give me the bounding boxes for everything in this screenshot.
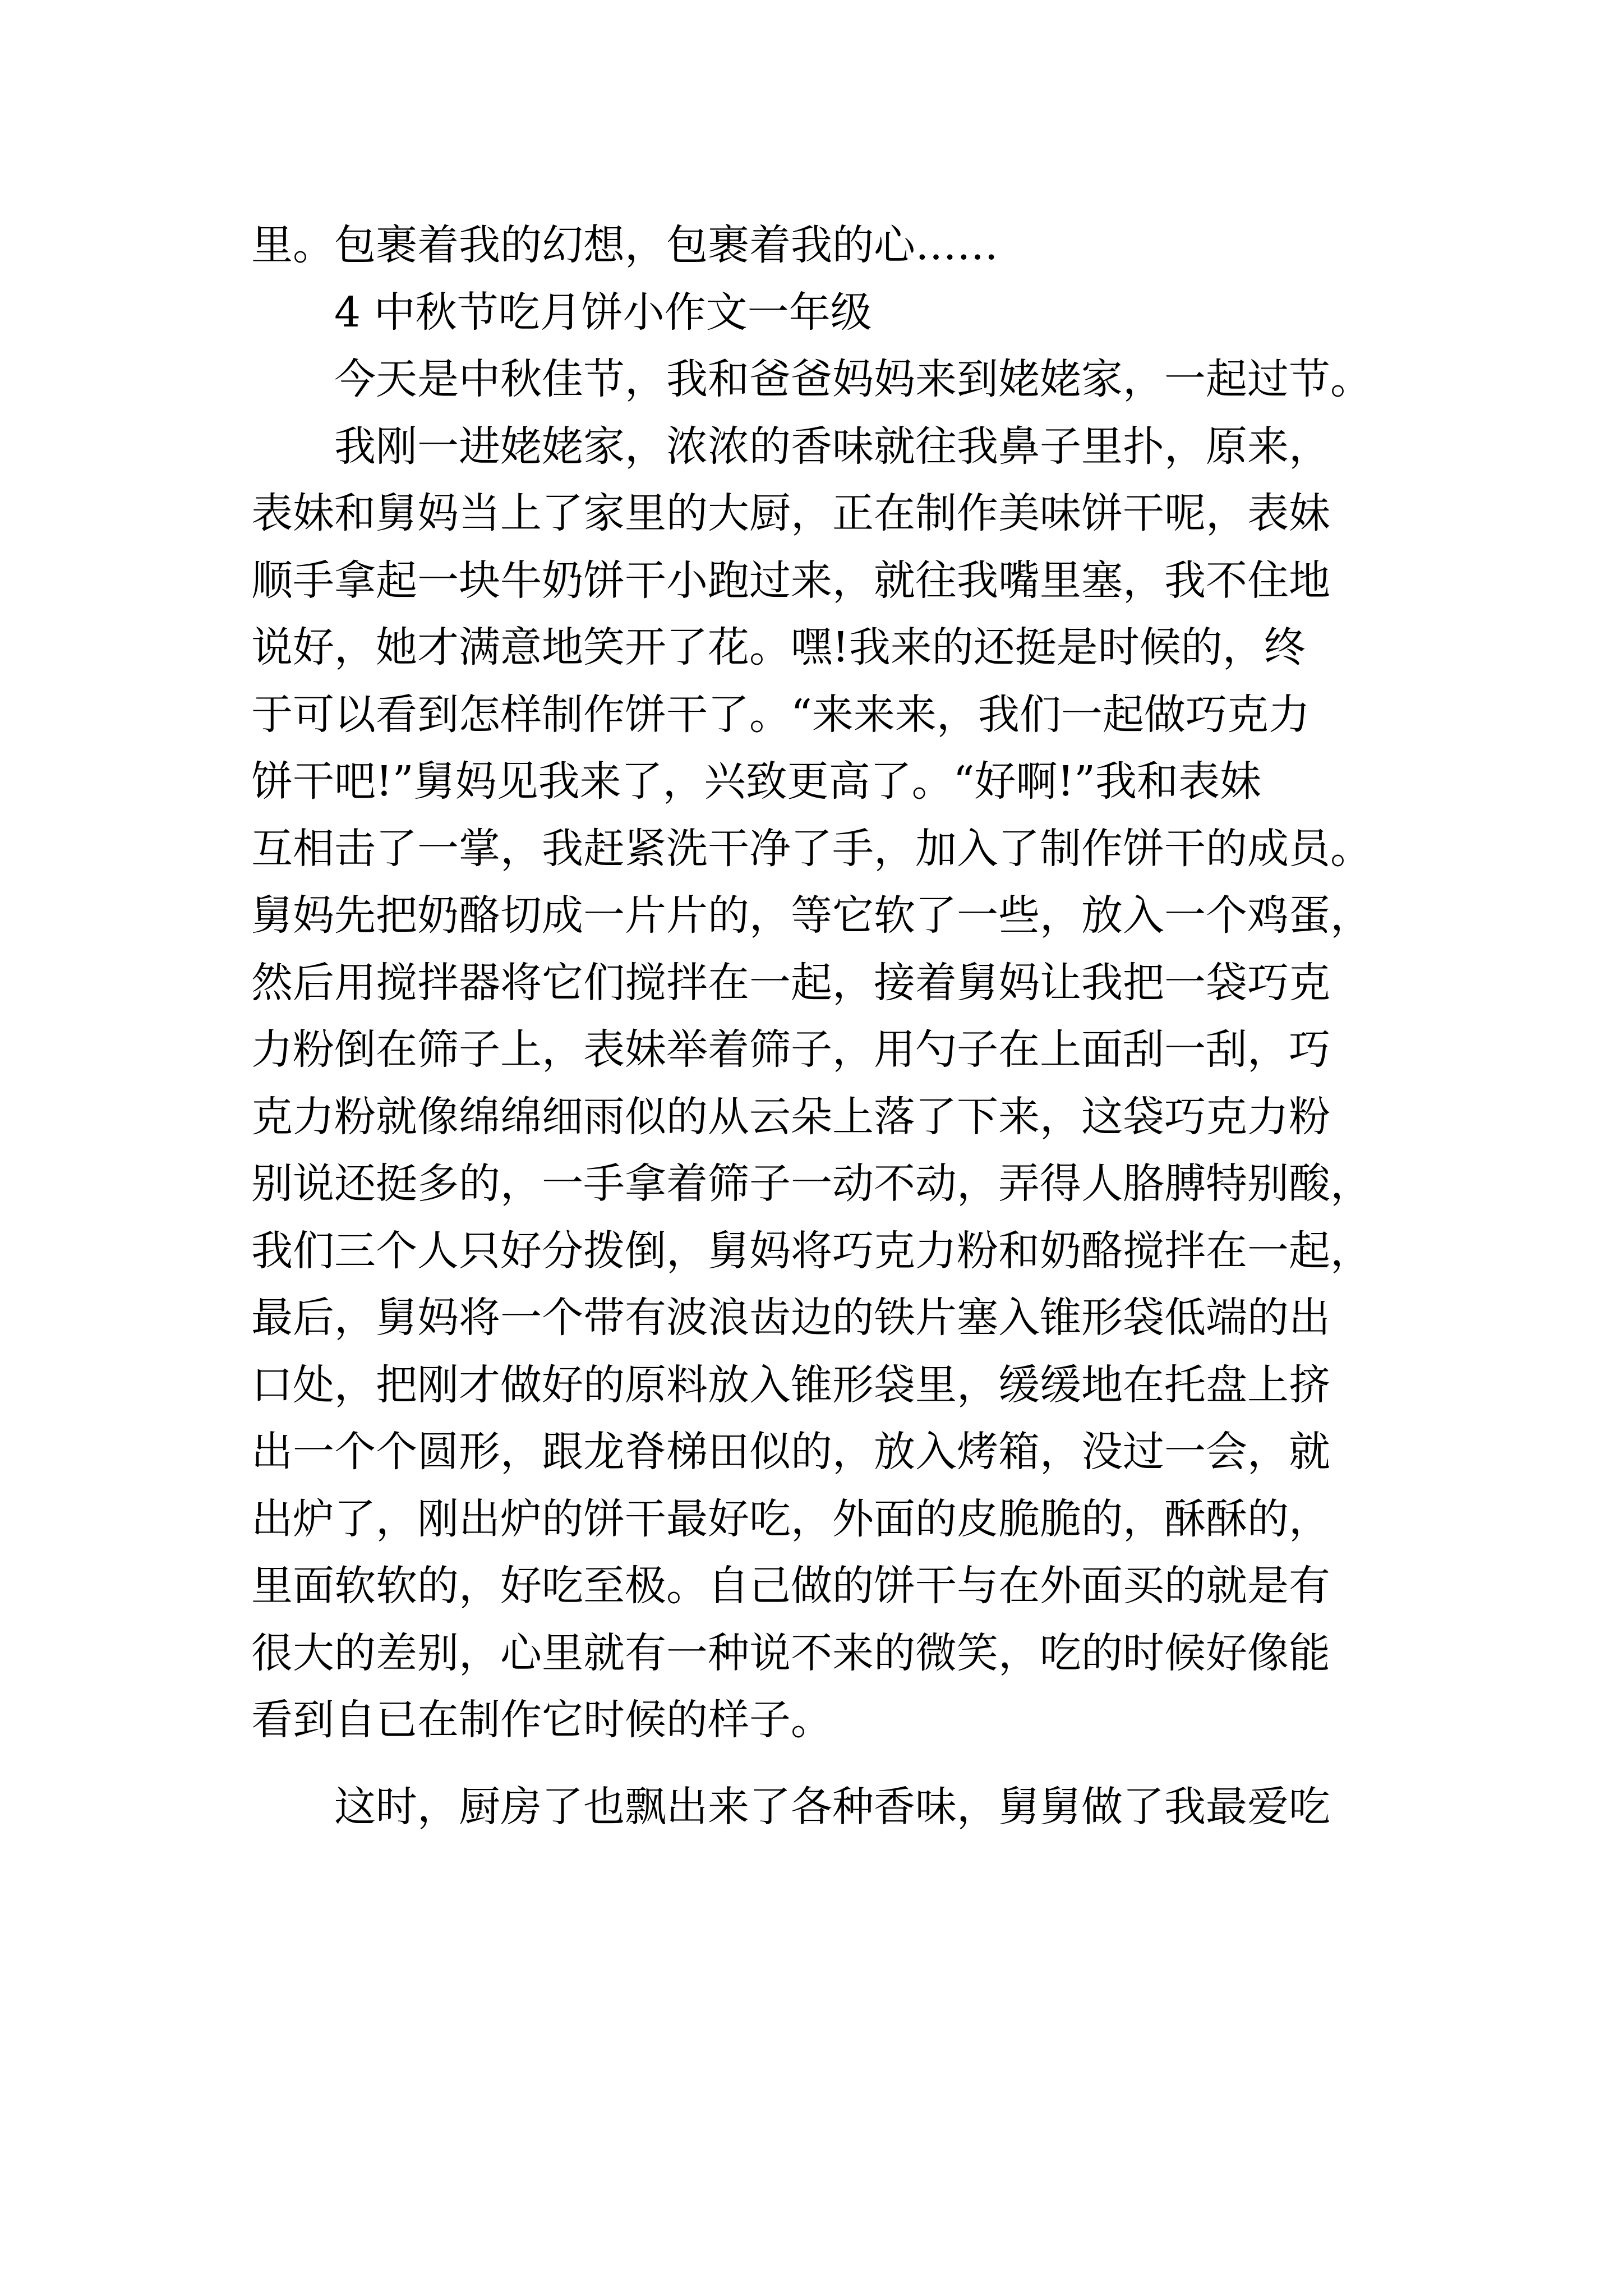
text-line: 看到自已在制作它时候的样子。 — [251, 1696, 832, 1744]
text-line: 顺手拿起一块牛奶饼干小跑过来，就往我嘴里塞，我不住地 — [251, 556, 1330, 605]
text-line: 出一个个圆形，跟龙脊梯田似的，放入烤箱，没过一会，就 — [251, 1428, 1330, 1476]
text-line: 于可以看到怎样制作饼干了。“来来来，我们一起做巧克力 — [251, 690, 1310, 739]
text-line: 互相击了一掌，我赶紧洗干净了手，加入了制作饼干的成员。 — [251, 824, 1372, 873]
text-line: 说好，她才满意地笑开了花。嘿!我来的还挺是时候的，终 — [251, 623, 1306, 671]
section-heading: 4 中秋节吃月饼小作文一年级 — [334, 288, 872, 337]
document-body — [251, 212, 1390, 1841]
text-line: 这时，厨房了也飘出来了各种香味，舅舅做了我最爱吃 — [334, 1782, 1330, 1831]
text-line: 力粉倒在筛子上，表妹举着筛子，用勺子在上面刮一刮，巧 — [251, 1025, 1330, 1074]
text-line: 里面软软的，好吃至极。自己做的饼干与在外面买的就是有 — [251, 1562, 1330, 1610]
text-line: 然后用搅拌器将它们搅拌在一起，接着舅妈让我把一袋巧克 — [251, 958, 1330, 1007]
text-line: 我们三个人只好分拨倒，舅妈将巧克力粉和奶酪搅拌在一起， — [251, 1226, 1372, 1275]
text-line: 口处，把刚才做好的原料放入锥形袋里，缓缓地在托盘上挤 — [251, 1360, 1330, 1409]
text-line: 我刚一进姥姥家，浓浓的香味就往我鼻子里扑，原来， — [334, 422, 1330, 471]
text-line: 克力粉就像绵绵细雨似的从云朵上落了下来，这袋巧克力粉 — [251, 1092, 1330, 1141]
text-line: 舅妈先把奶酪切成一片片的，等它软了一些，放入一个鸡蛋， — [251, 891, 1372, 940]
text-line: 出炉了，刚出炉的饼干最好吃，外面的皮脆脆的，酥酥的， — [251, 1494, 1330, 1543]
text-line: 最后，舅妈将一个带有波浪齿边的铁片塞入锥形袋低端的出 — [251, 1294, 1330, 1342]
text-line: 里。包裹着我的幻想，包裹着我的心…… — [251, 221, 998, 269]
text-line: 饼干吧!”舅妈见我来了，兴致更高了。“好啊!”我和表妹 — [251, 757, 1261, 806]
text-line: 别说还挺多的，一手拿着筛子一动不动，弄得人胳膊特别酸， — [251, 1159, 1372, 1208]
text-line: 很大的差别，心里就有一种说不来的微笑，吃的时候好像能 — [251, 1628, 1330, 1677]
text-line: 今天是中秋佳节，我和爸爸妈妈来到姥姥家，一起过节。 — [334, 355, 1372, 403]
text-line: 表妹和舅妈当上了家里的大厨，正在制作美味饼干呢，表妹 — [251, 489, 1330, 537]
